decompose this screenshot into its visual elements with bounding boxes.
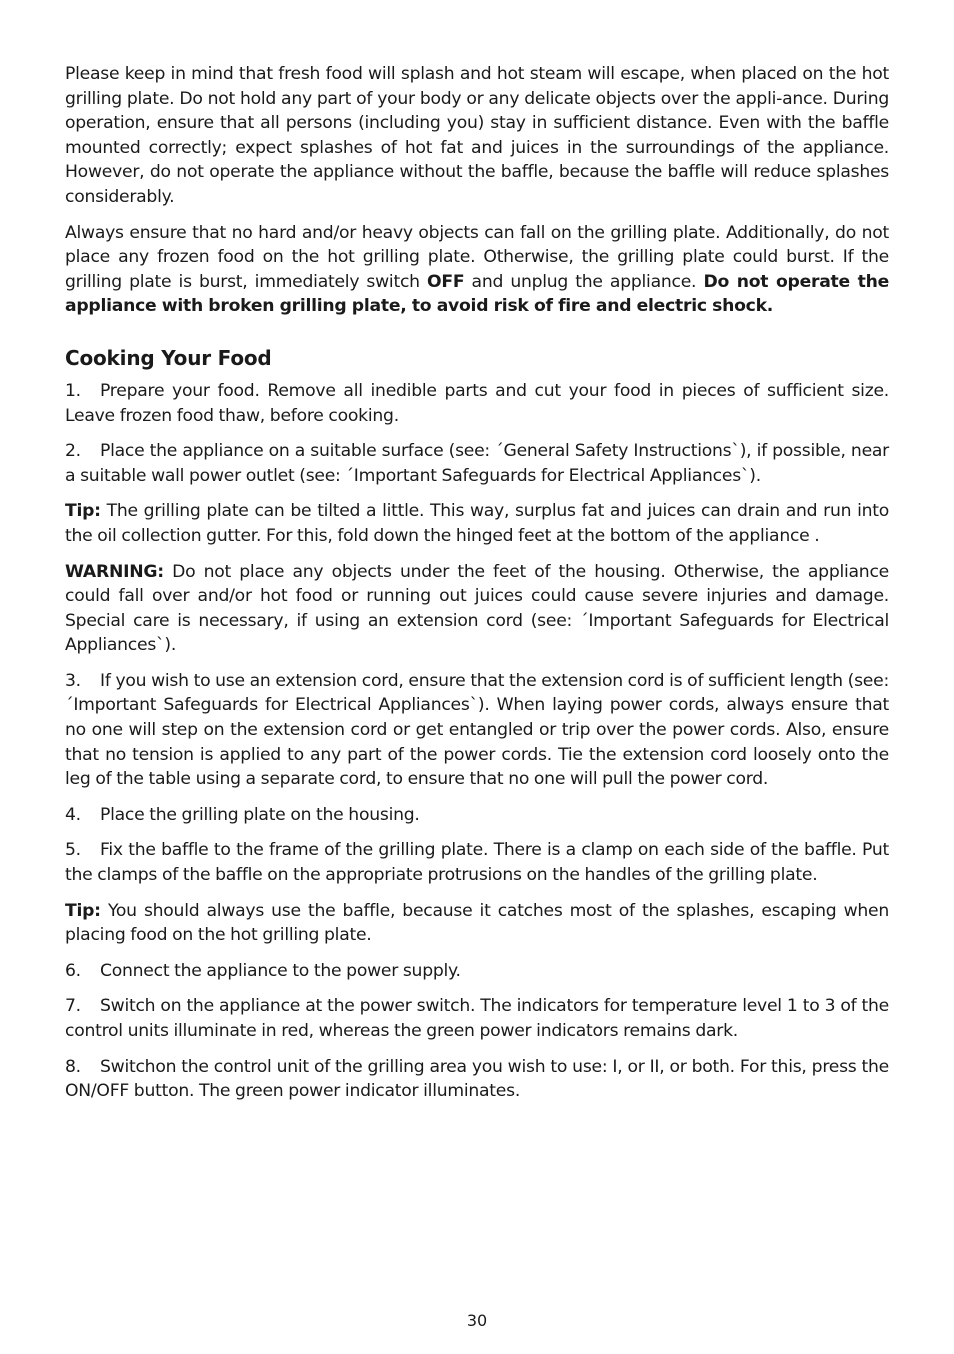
intro-paragraph-splash [65,62,889,210]
section-heading: Cooking Your Food [65,345,272,370]
manual-page [65,62,889,1115]
step-6 [65,959,889,984]
tip-label: Tip: [65,900,101,921]
step-2 [65,439,889,488]
warning-feet-text: Do not place any objects under the feet of the housing. Otherwise, the appliance could fall over and/or hot food or running out juices could cause severe injuries and damage. Special care is necessary, if using an extension cord (see: ´Important Safeguards for Electrical Appliances`). [65,561,889,656]
intro-heavy-objects-text: Always ensure that no hard and/or heavy objects can fall on the grilling plate. Additionally, do not place any frozen food on the hot grilling plate. Otherwise, the grilling plate could burst. If the grilling plate is burst, immediately switch [65,222,889,292]
step-3-text: If you wish to use an extension cord, ensure that the extension cord is of sufficient length (see: ´Important Safeguards for Electrical Appliances`). When laying power cords, always ensure that no one will step on the extension cord or get entangled or trip over the power cords. Also, ensure that no tension is applied to any part of the power cords. Tie the extension cord loosely onto the leg of the table using a separate cord, to ensure that no one will pull the power cord. [65,670,889,790]
step-8-text: Switchon the control unit of the grilling area you wish to use: I, or II, or both. For this, press the ON/OFF button. The green power indicator illuminates. [65,1056,889,1102]
step-4-number: 4. [65,804,81,825]
intro-unplug-text: and unplug the appliance. [471,271,697,292]
step-1-number: 1. [65,380,81,401]
step-4-text: Place the grilling plate on the housing. [100,804,420,825]
warning-feet [65,560,889,658]
step-8 [65,1055,889,1104]
intro-paragraph-heavy-objects [65,221,889,319]
step-5-text: Fix the baffle to the frame of the grilling plate. There is a clamp on each side of the baffle. Put the clamps of the baffle on the appropriate protrusions on the handles of the grilling plate. [65,840,889,886]
step-7 [65,994,889,1043]
step-5 [65,838,889,887]
tip-label: Tip: [65,501,101,522]
tip-baffle [65,899,889,948]
warning-label: WARNING: [65,561,164,582]
step-7-text: Switch on the appliance at the power switch. The indicators for temperature level 1 to 3 of the control units illuminate in red, whereas the green power indicators remains dark. [65,996,889,1041]
page-number: 30 [466,1311,488,1330]
tip-tilt-text: The grilling plate can be tilted a little. This way, surplus fat and juices can drain and run into the oil collection gutter. For this, fold down the hinged feet at the bottom of the appliance . [65,501,889,546]
step-5-number: 5. [65,840,81,861]
step-6-number: 6. [65,960,81,981]
step-8-number: 8. [65,1056,81,1077]
step-2-text: Place the appliance on a suitable surface (see: ´General Safety Instructions`), if possible, near a suitable wall power outlet (see: ´Important Safeguards for Electrical Appliances`). [65,441,889,486]
step-3-number: 3. [65,670,81,691]
step-1-text: Prepare your food. Remove all inedible parts and cut your food in pieces of sufficient size. Leave frozen food thaw, before cooking. [65,380,889,426]
step-2-number: 2. [65,441,81,462]
step-4 [65,803,889,828]
tip-tilt [65,499,889,548]
intro-paragraph-splash-text: Please keep in mind that fresh food will splash and hot steam will escape, when placed on the hot grilling plate. Do not hold any part of your body or any delicate objects over the appli-ance. During operation, ensure that all persons (including you) stay in sufficient distance. Even with the baffle mounted correctly; expect splashes of hot fat and juices in the surroundings of the appliance. However, do not operate the appliance without the baffle, because the baffle will reduce splashes considerably. [65,64,889,207]
step-1 [65,379,889,428]
tip-baffle-text: You should always use the baffle, because it catches most of the splashes, escaping when placing food on the hot grilling plate. [65,900,889,946]
step-6-text: Connect the appliance to the power supply. [100,960,461,981]
step-7-number: 7. [65,996,81,1017]
step-3 [65,669,889,792]
broken-plate-warning: Do not operate the appliance with broken grilling plate, to avoid risk of fire and electric shock. [65,271,889,317]
off-emphasis: OFF [427,271,465,292]
